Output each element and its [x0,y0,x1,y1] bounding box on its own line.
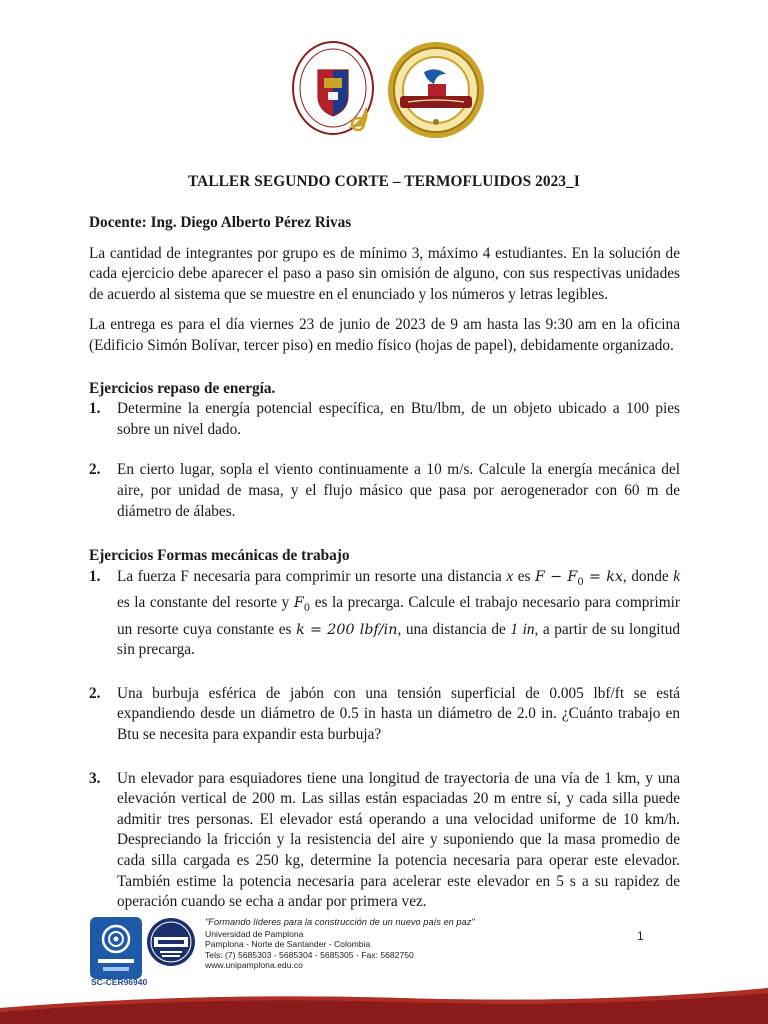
document-body [89,213,680,913]
accreditation-seal-logo [386,40,486,140]
exercise-text-part: , donde [622,567,674,585]
spring-equation [534,568,623,588]
section-title-energy: Ejercicios repaso de energía. [89,379,276,397]
exercise-text: Determine la energía potencial específica, en Btu/lbm, de un objeto ubicado a 100 pies sobre un nivel dado. [117,400,680,438]
certificate-code: SC-CER96940 [91,977,148,987]
preload-symbol [293,595,311,615]
equation-part: F − F [534,568,578,585]
exercise-text-part: , a partir de su longitud sin precarga. [117,620,681,659]
exercise-number: 3. [89,769,101,787]
distance-value: 1 in [510,620,535,638]
spring-constant-equation: k = 200 lbf/in [296,621,398,638]
subscript: 0 [577,576,584,588]
exercise-text-part: es [513,567,535,585]
page-number: 1 [637,929,644,943]
exercise-number: 1. [89,400,101,418]
exercise-item [89,460,680,522]
equation-part: F [293,595,304,612]
exercise-text-part: es la constante del resorte y [117,594,294,612]
exercise-text: Un elevador para esquiadores tiene una longitud de trayectoria de una vía de 1 km, y una elevación vertical de 200 m. Las sillas están espaciadas 20 m entre sí, y cada silla puede admitir tres personas. El elevador está operando a una velocidad uniforme de 10 km/h. Despreciando la fricción y la resistencia del aire y suponiendo que la masa promedio de cada silla cargada es 250 kg, determine la potencia necesaria para operar este elevador. También estime la potencia necesaria para acelerar este elevador en 5 s a su rapidez de operación cuando se echa a andar por primera vez. [117,769,680,911]
icontec-certification-logo [90,917,142,979]
iqnet-certification-logo [146,917,196,967]
footer-line: Pamplona - Norte de Santander - Colombia [205,939,371,950]
subscript: 0 [303,603,311,615]
header-logos [0,40,768,150]
exercise-number: 2. [89,461,101,479]
math-var: k [673,567,680,585]
exercise-number: 1. [89,567,101,585]
exercise-text-part: es la precarga. Calcule el trabajo necesario para comprimir un resorte cuya constante es [117,594,680,638]
intro-paragraph-delivery: La entrega es para el día viernes 23 de junio de 2023 de 9 am hasta las 9:30 am en la oficina (Edificio Simón Bolívar, tercer piso) en medio físico (hojas de papel), debidamente organizado. [89,316,680,354]
exercise-text: En cierto lugar, sopla el viento continuamente a 10 m/s. Calcule la energía mecánica del aire, por unidad de masa, y el flujo másico que pasa por aerogenerador con 60 m de diámetro de álabes. [117,461,680,520]
university-crest-logo [288,40,384,148]
exercise-text-part: , una distancia de [397,620,511,638]
intro-paragraph-group: La cantidad de integrantes por grupo es de mínimo 3, máximo 4 estudiantes. En la solución de cada ejercicio debe aparecer el paso a paso sin omisión de alguno, con sus respectivas unidades de acuerdo al sistema que se muestre en el enunciado y los números y letras legibles. [89,244,680,303]
teacher-name: Docente: Ing. Diego Alberto Pérez Rivas [89,214,352,231]
footer-line: Universidad de Pamplona [205,928,304,939]
exercise-item [89,684,680,746]
page-footer [0,905,768,1024]
footer-line: Tels: (7) 5685303 - 5685304 - 5685305 - Fax: 5682750 [205,949,414,960]
exercise-item [89,567,680,661]
footer-contact [205,917,475,971]
equation-part: = kx [583,568,623,585]
exercise-text-part: La fuerza F necesaria para comprimir un resorte una distancia [117,567,507,585]
exercise-number: 2. [89,684,101,702]
section-title-work: Ejercicios Formas mecánicas de trabajo [89,547,350,565]
exercise-item [89,769,680,913]
footer-slogan: "Formando líderes para la construcción de un nuevo país en paz" [205,917,475,927]
footer-red-wave [0,984,768,1024]
exercise-text: Una burbuja esférica de jabón con una tensión superficial de 0.005 lbf/ft se está expandiendo desde un diámetro de 0.5 in hasta un diámetro de 2.0 in. ¿Cuánto trabajo en Btu se necesita para expandir esta burbuja? [117,684,680,743]
document-title: TALLER SEGUNDO CORTE – TERMOFLUIDOS 2023_I [188,173,580,190]
exercise-item [89,399,680,440]
footer-website-link[interactable]: www.unipamplona.edu.co [205,960,303,971]
math-var: x [506,567,514,585]
